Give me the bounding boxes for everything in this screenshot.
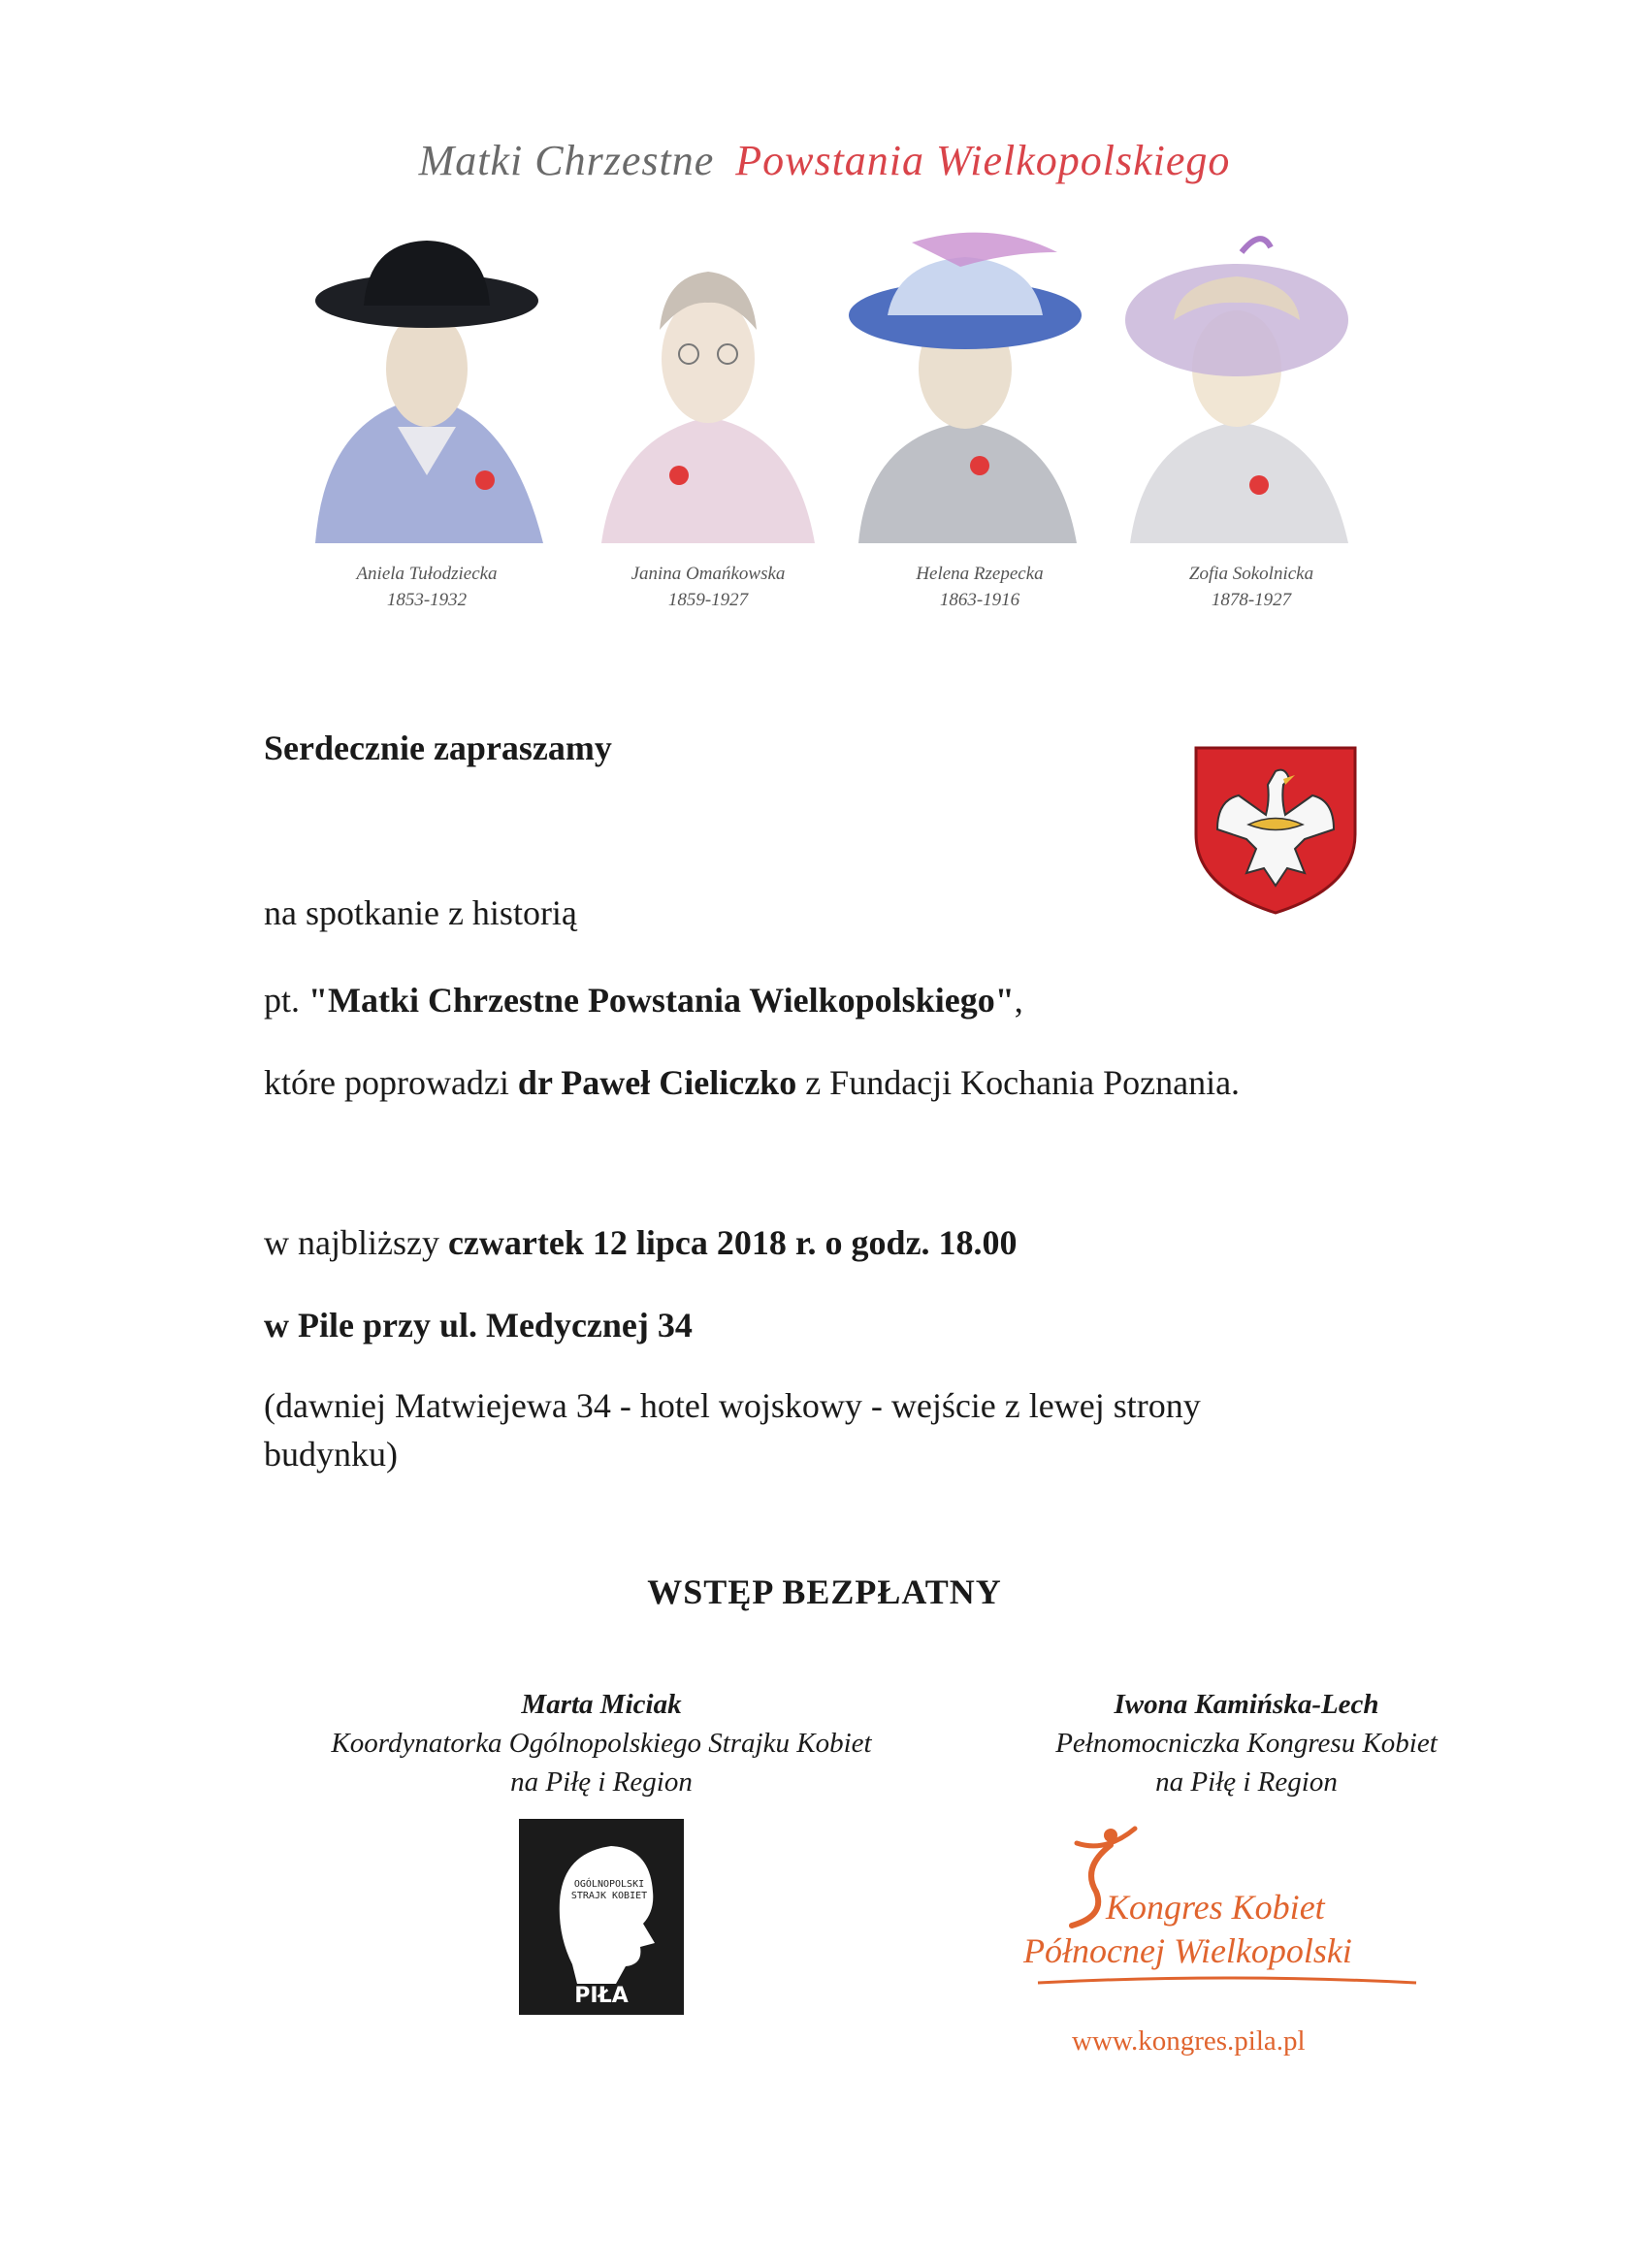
line3-suffix: z Fundacji Kochania Poznania. — [796, 1063, 1241, 1102]
portrait-aniela-tulodziecka — [306, 223, 548, 553]
event-date-line — [264, 1222, 1018, 1263]
portrait-zofia-sokolnicka — [1116, 223, 1358, 553]
kongres-logo-line-1: Kongres Kobiet — [1106, 1888, 1325, 1927]
caption-years: 1878-1927 — [1211, 590, 1292, 610]
kongres-logo-line-2: Północnej Wielkopolski — [1023, 1931, 1352, 1970]
admission-free: WSTĘP BEZPŁATNY — [647, 1572, 1002, 1611]
caption-name: Janina Omańkowska — [630, 564, 786, 584]
invitation-line-1: na spotkanie z historią — [264, 893, 577, 932]
caption-name: Zofia Sokolnicka — [1188, 564, 1314, 584]
logo-text-1: OGÓLNOPOLSKI — [573, 1879, 645, 1890]
invitation-line-3 — [264, 1062, 1240, 1103]
line2-prefix: pt. — [264, 981, 309, 1020]
greeting: Serdecznie zapraszamy — [264, 729, 612, 767]
caption-2 — [587, 561, 829, 613]
logo-text-2: STRAJK KOBIET — [570, 1891, 648, 1901]
organizer-role: Pełnomocniczka Kongresu Kobiet — [1055, 1728, 1438, 1759]
caption-4 — [1130, 561, 1373, 613]
speaker-name: dr Paweł Cieliczko — [517, 1063, 797, 1102]
invitation-line-2 — [264, 980, 1023, 1021]
location-note-1: (dawniej Matwiejewa 34 - hotel wojskowy - wejście z lewej strony — [264, 1386, 1201, 1425]
event-date: czwartek 12 lipca 2018 r. o godz. 18.00 — [447, 1223, 1018, 1262]
organizer-name: Marta Miciak — [521, 1689, 682, 1720]
organizer-name: Iwona Kamińska-Lech — [1114, 1689, 1379, 1720]
date-prefix: w najbliższy — [264, 1223, 448, 1262]
caption-years: 1853-1932 — [386, 590, 468, 610]
portrait-janina-omankowska — [587, 223, 829, 553]
caption-1 — [306, 561, 548, 613]
caption-name: Aniela Tułodziecka — [356, 564, 498, 584]
organizer-1 — [262, 1685, 941, 1801]
kongres-underline — [1033, 1975, 1421, 1989]
strajk-kobiet-logo — [519, 1819, 684, 2015]
event-title: "Matki Chrzestne Powstania Wielkopolskiego" — [308, 981, 1015, 1020]
title-part-1: Matki Chrzestne — [418, 137, 715, 184]
line3-prefix: które poprowadzi — [264, 1063, 518, 1102]
caption-name: Helena Rzepecka — [916, 564, 1044, 584]
organizer-2 — [931, 1685, 1562, 1801]
event-location: w Pile przy ul. Medycznej 34 — [264, 1306, 693, 1345]
caption-years: 1859-1927 — [667, 590, 749, 610]
coat-of-arms-icon — [1188, 742, 1363, 917]
line2-suffix: , — [1014, 981, 1023, 1020]
organizer-region: na Piłę i Region — [1155, 1766, 1338, 1798]
caption-years: 1863-1916 — [939, 590, 1020, 610]
organizer-region: na Piłę i Region — [510, 1766, 693, 1798]
portrait-helena-rzepecka — [844, 223, 1086, 553]
page-title — [0, 136, 1649, 185]
caption-3 — [858, 561, 1101, 613]
location-note-2: budynku) — [264, 1435, 398, 1474]
logo-city: PIŁA — [574, 1984, 629, 2008]
organizer-role: Koordynatorka Ogólnopolskiego Strajku Kobiet — [331, 1728, 872, 1759]
website-link[interactable]: www.kongres.pila.pl — [1072, 2025, 1306, 2057]
title-part-2: Powstania Wielkopolskiego — [735, 137, 1231, 184]
